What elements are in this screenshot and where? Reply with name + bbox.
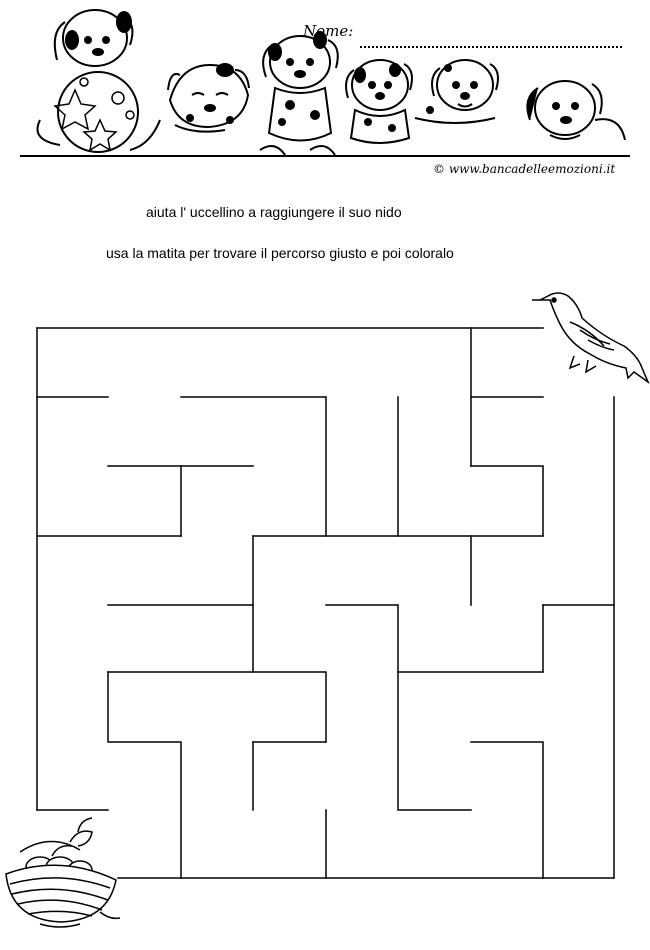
nest-icon [0,812,130,932]
instruction-line-2: usa la matita per trovare il percorso giusto e poi coloralo [106,245,454,261]
maze-walls [37,328,614,878]
name-label: Nome: [303,22,354,40]
bird-icon [530,282,650,392]
instruction-line-1: aiuta l' uccellino a raggiungere il suo nido [146,204,402,220]
copyright-text: © www.bancadelleemozioni.it [433,162,616,176]
